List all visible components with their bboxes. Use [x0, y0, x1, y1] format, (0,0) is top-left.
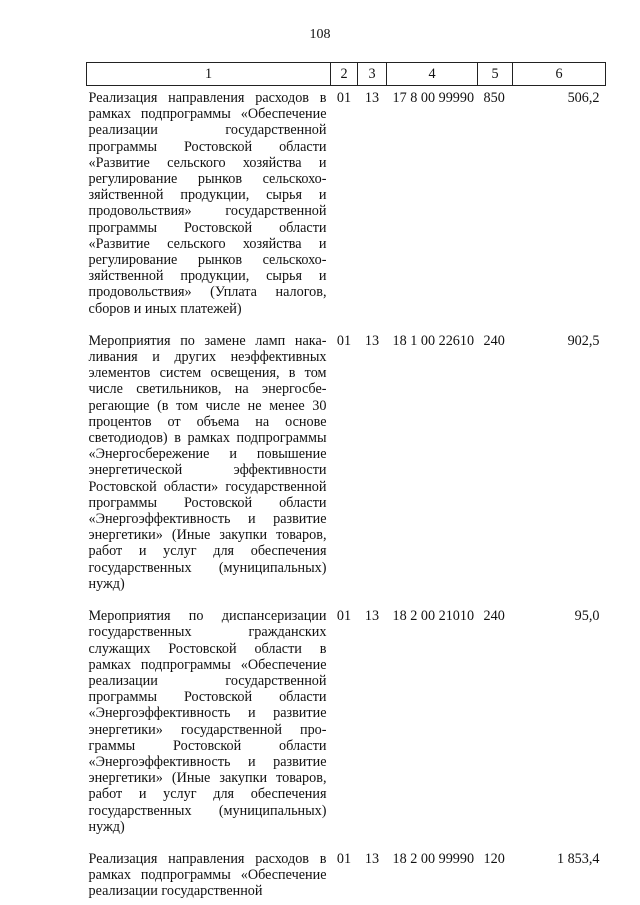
row-section-code: 01 [336, 332, 352, 349]
row-target-article: 17 8 00 99990 [392, 90, 475, 106]
row-description: Мероприятия по диспансеризации государственных гражданских служащих Ростовской области в рамках подпрограммы «Обеспечение реализации государственной программы Ростовской области «Энергоэффективность и развитие энергетики» государственной программы Ростовской области «Энергоэффективность и развитие энергетики» (Иные закупки товаров, работ и услуг для обеспечения государственных (муниципальных) нужд) [88, 608, 327, 835]
row-subsection-code: 13 [364, 332, 380, 349]
column-header-3: 3 [358, 63, 387, 86]
column-header-6: 6 [513, 63, 606, 86]
table-row [87, 606, 606, 849]
row-subsection-code: 13 [364, 90, 380, 106]
row-amount: 1 853,4 [556, 850, 600, 867]
row-description: Мероприятия по замене ламп накаливания и других неэффективных элементов систем освещения, в том числе светильников, на энергосберегающие (в том числе не менее 30 процентов от объема на основе светодиодов) в рамках подпрограммы «Энергосбережение и повышение энергетической эффективности Ростовской области» государственной программы Ростовской области «Энергоэффективность и развитие энергетики» (Иные закупки товаров, работ и услуг для обеспечения государственных (муниципальных) нужд) [88, 332, 327, 592]
row-amount: 902,5 [567, 332, 600, 349]
row-target-article: 18 2 00 99990 [392, 850, 475, 867]
column-header-5: 5 [478, 63, 513, 86]
row-expense-type: 850 [483, 90, 505, 106]
row-amount: 506,2 [567, 90, 600, 106]
row-section-code: 01 [336, 850, 352, 867]
column-header-1: 1 [87, 63, 331, 86]
row-section-code: 01 [336, 608, 352, 625]
row-amount: 95,0 [574, 608, 600, 625]
table-row [87, 331, 606, 606]
table-header-row [87, 63, 606, 86]
table-row [87, 86, 606, 331]
row-description: Реализация направления расходов в рамках подпрограммы «Обеспечение реализации государственной [88, 850, 327, 900]
row-target-article: 18 2 00 21010 [392, 608, 475, 625]
budget-table [86, 62, 606, 900]
row-expense-type: 120 [483, 850, 505, 867]
row-section-code: 01 [336, 90, 352, 106]
row-description: Реализация направления расходов в рамках подпрограммы «Обеспечение реализации государственной программы Ростовской области «Развитие сельского хозяйства и регулирование рынков сельскохозяйственной продукции, сырья и продовольствия» государственной программы Ростовской области «Развитие сельского хозяйства и регулирование рынков сельскохозяйственной продукции, сырья и продовольствия» (Уплата налогов, сборов и иных платежей) [88, 90, 327, 317]
row-expense-type: 240 [483, 332, 505, 349]
table-row [87, 849, 606, 900]
row-target-article: 18 1 00 22610 [392, 332, 475, 349]
row-expense-type: 240 [483, 608, 505, 625]
column-header-2: 2 [331, 63, 358, 86]
column-header-4: 4 [387, 63, 478, 86]
row-subsection-code: 13 [364, 850, 380, 867]
page-number: 108 [309, 27, 331, 42]
row-subsection-code: 13 [364, 608, 380, 625]
